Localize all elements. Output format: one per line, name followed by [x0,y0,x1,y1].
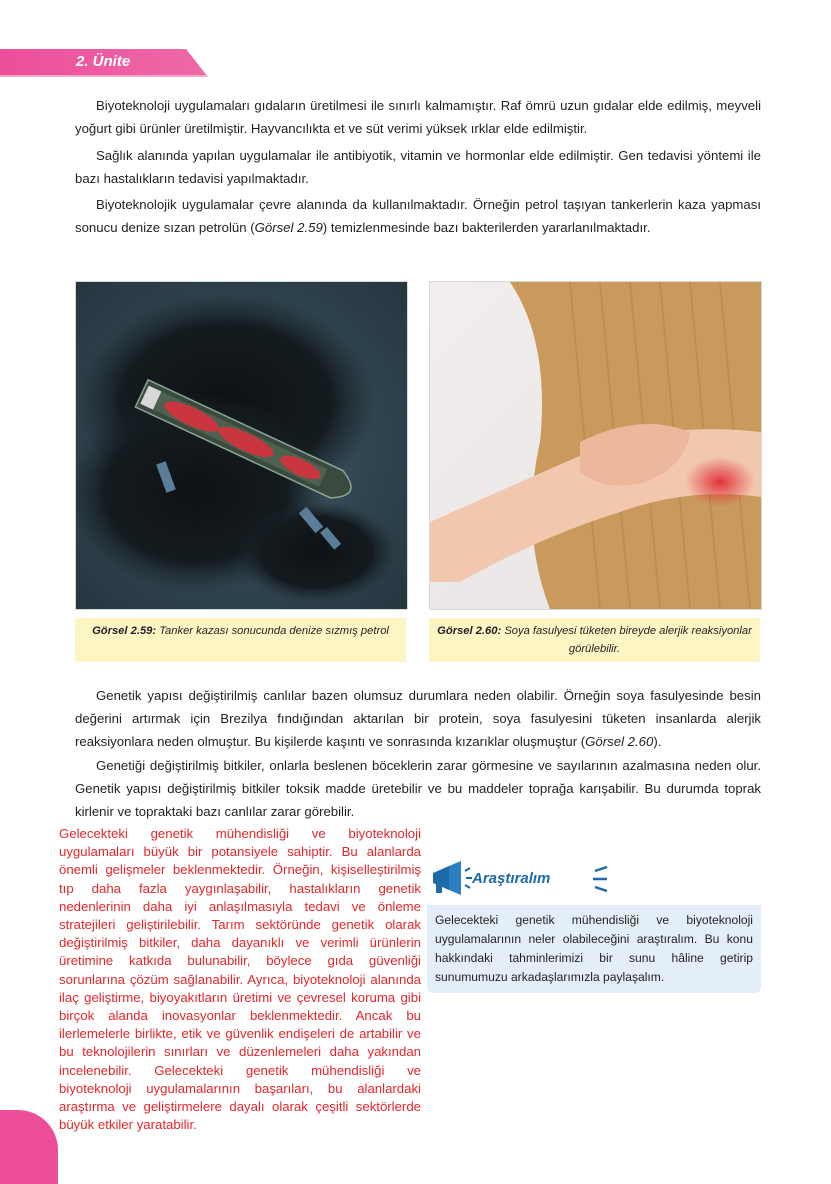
figure-caption-text: Tanker kazası sonucunda denize sızmış petrol [159,625,389,637]
figure-ref-2-59: Görsel 2.59 [254,220,323,235]
unit-label: 2. Ünite [76,53,131,70]
page-margin-bar [0,1110,58,1184]
intro-paragraph-3: Biyoteknolojik uygulamalar çevre alanında da kullanılmaktadır. Örneğin petrol taşıyan tankerlerin kaza yapması sonucu denize sızan petrolün (Görsel 2.59) temizlenmesinde bazı bakterilerden yararlanılmaktadır. [75,197,761,235]
sparkle-icon [593,867,607,891]
figure-number: Görsel 2.60: [437,625,502,637]
allergic-reaction-photo [429,281,762,610]
megaphone-icon [433,861,472,895]
figure-caption-text: Soya fasulyesi tüketen bireyde alerjik reaksiyonlar görülebilir. [504,625,752,655]
research-header [427,857,761,901]
figure-caption-2-60 [429,618,760,662]
tanker-oil-spill-photo [75,281,408,610]
intro-paragraph-2: Sağlık alanında yapılan uygulamalar ile antibiyotik, vitamin ve hormonlar elde edilmiştir. Gen tedavisi yöntemi ile bazı hastalıkların tedavisi yapılmaktadır. [75,148,761,186]
research-body: Gelecekteki genetik mühendisliği ve biyoteknoloji uygulamalarının neler olabileceğini araştıralım. Bu konu hakkındaki tahminlerimizi bir sunu hâline getirip sunumumuzu arkadaşlarımızla paylaşalım. [427,905,761,993]
body-paragraph-4: Genetik yapısı değiştirilmiş canlılar bazen olumsuz durumlara neden olabilir. Örneğin soya fasulyesinde besin değerini artırmak için Brezilya fındığından aktarılan bir protein, soya fasulyesini tüketen insanlarda alerjik reaksiyonlara neden olmuştur. Bu kişilerde kaşıntı ve sonrasında kızarıklar oluşmuştur (Görsel 2.60). [75,688,761,749]
answer-text: Gelecekteki genetik mühendisliği ve biyoteknoloji uygulamaları büyük bir potansiyele sahiptir. Bu alanlarda önemli gelişmeler beklenmektedir. Örneğin, kişiselleştirilmiş tıp daha fazla yaygınlaşabilir, hastalıkların genetik nedenlerinin daha iyi anlaşılmasıyla tedavi ve önleme stratejileri geliştirilebilir. Tarım sektöründe genetik olarak değiştirilmiş bitkiler, daha dayanıklı ve verimli ürünlerin üretimine katkıda bulunabilir, böylece gıda güvenliği sorunlarına çözüm sağlanabilir. Ayrıca, biyoteknoloji alanında ilaç geliştirme, biyoyakıtların üretimi ve çevresel koruma gibi birçok alanda inovasyonlar beklenmektedir. Ancak bu ilerlemelerle birlikte, etik ve güvenlik endişeleri de artabilir ve bu teknolojilerin sınırları ve düzenlemeleri daha yakından incelenebilir. Gelecekteki genetik mühendisliği ve biyoteknoloji uygulamalarının başarıları, bu alanlardaki araştırma ve geliştirmelere dayalı olarak çeşitli sektörlerde büyük etkiler yaratabilir. [59,826,421,1133]
figure-number: Görsel 2.59: [92,625,157,637]
research-box [427,857,761,993]
body-paragraph-5: Genetiği değiştirilmiş bitkiler, onlarla beslenen böceklerin zarar görmesine ve sayılarının azalmasına neden olur. Genetik yapısı değiştirilmiş bitkiler toksik madde üretebilir ve bu maddeler toprağa karışabilir. Bu durumda toprak kirlenir ve topraktaki bazı canlılar zarar görebilir. [75,758,761,819]
figure-caption-2-59 [75,618,406,662]
intro-paragraph-1: Biyoteknoloji uygulamaları gıdaların üretilmesi ile sınırlı kalmamıştır. Raf ömrü uzun gıdalar elde edilmiş, meyveli yoğurt gibi ürünler üretilmiştir. Hayvancılıkta et ve süt verimi yüksek ırklar elde edilmiştir. [75,98,761,136]
figure-ref-2-60: Görsel 2.60 [585,734,654,749]
research-title: Araştıralım [472,870,551,887]
